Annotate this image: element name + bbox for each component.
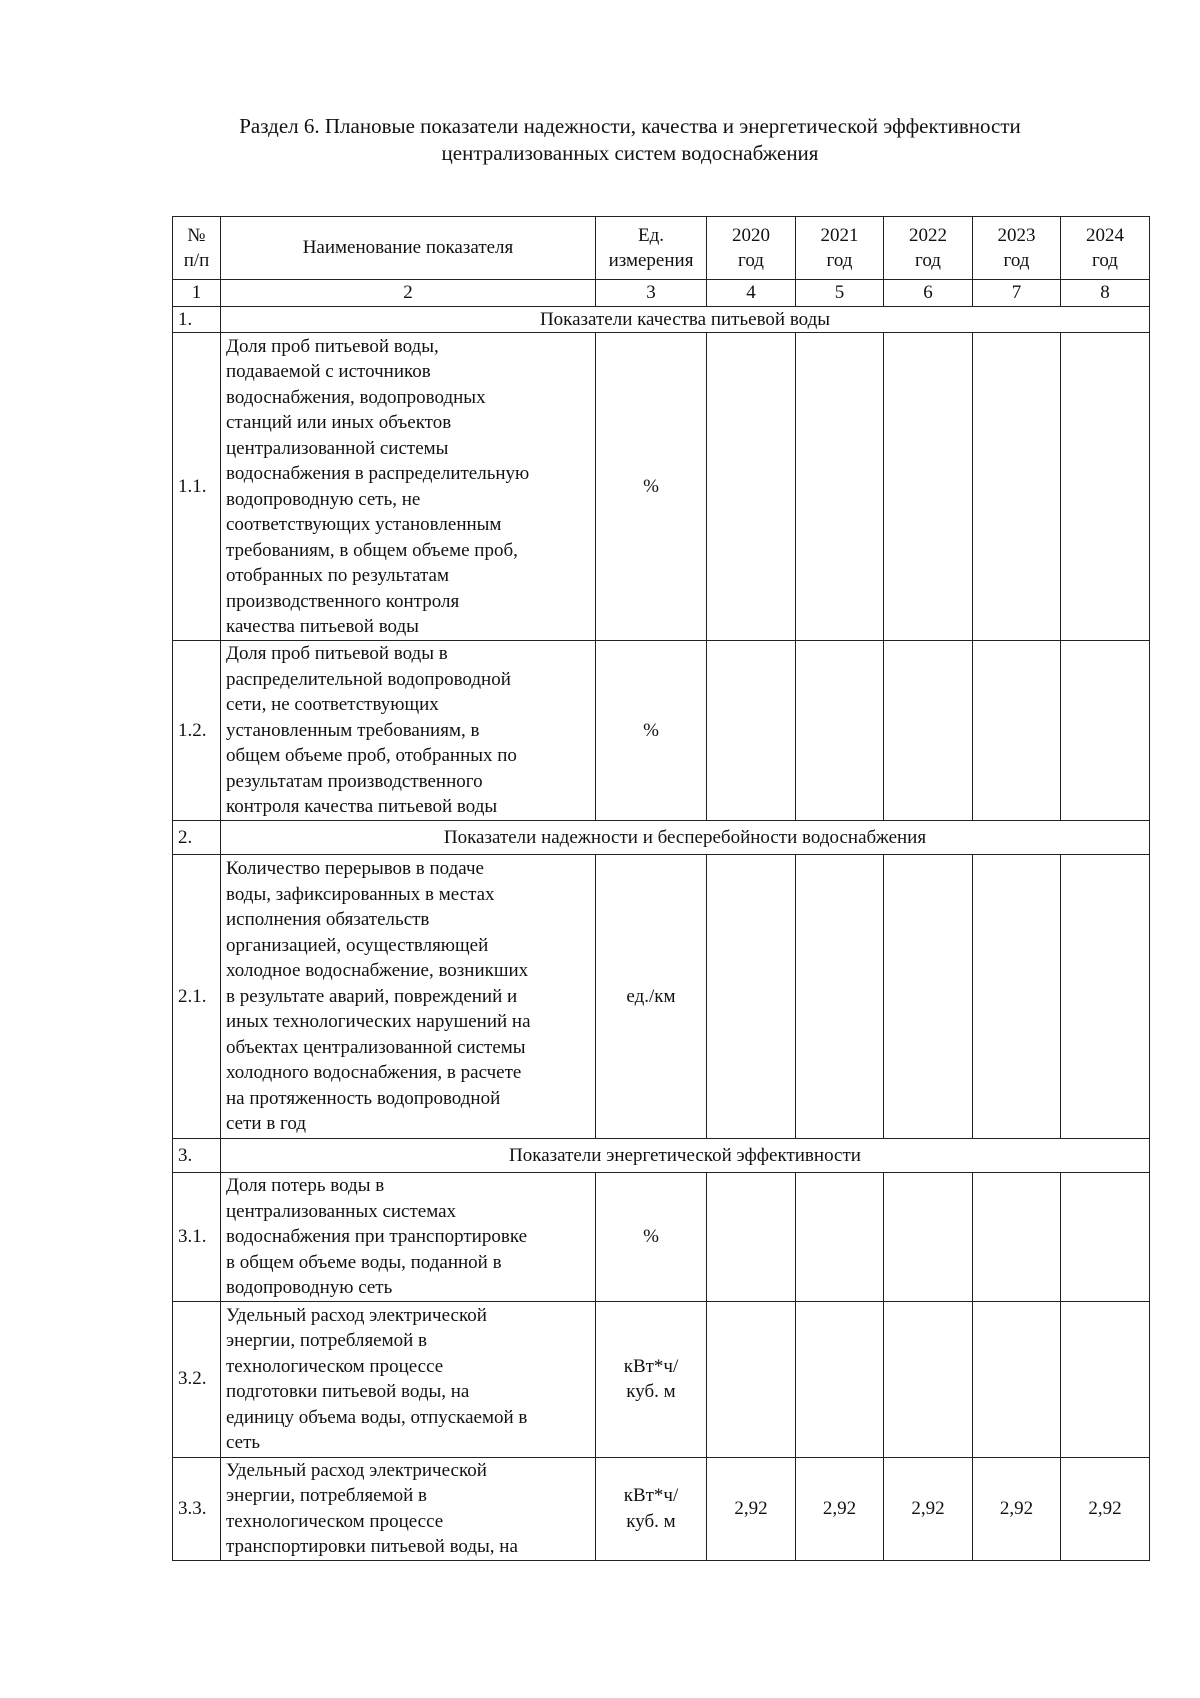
indicator-name-line: установленным требованиям, в	[226, 719, 480, 741]
indicator-name-line: подготовки питьевой воды, на	[226, 1381, 470, 1402]
header-num-line-1: №	[187, 224, 206, 246]
indicator-value	[973, 641, 1061, 821]
indicator-name-line: объектах централизованной системы	[226, 1036, 526, 1058]
indicator-unit-line: куб. м	[626, 1510, 676, 1532]
indicator-name-line: сеть	[226, 1432, 261, 1453]
indicator-value	[707, 333, 796, 641]
indicator-unit	[596, 641, 707, 821]
indicator-unit-line: %	[643, 475, 659, 497]
indicator-value	[973, 333, 1061, 641]
indicator-value	[707, 1301, 796, 1457]
header-year-value: 2024	[1086, 224, 1124, 246]
page-title-line-2: централизованных систем водоснабжения	[441, 141, 819, 165]
indicator-value	[1061, 1301, 1150, 1457]
indicator-name-line: отобранных по результатам	[226, 565, 449, 586]
indicator-unit	[596, 1173, 707, 1302]
header-num-line-2: п/п	[183, 250, 210, 271]
indicator-name-line: результатам производственного	[226, 770, 483, 792]
column-number: 7	[973, 280, 1061, 307]
indicator-number: 3.1.	[173, 1173, 221, 1302]
indicator-name-line: Доля потерь воды в	[226, 1175, 385, 1196]
header-year-suffix: год	[915, 250, 941, 271]
indicator-name	[221, 333, 596, 641]
indicator-value	[884, 855, 973, 1139]
table-body	[173, 217, 1150, 1561]
indicator-name-line: водоснабжения в распределительную	[226, 463, 530, 484]
indicator-name-line: соответствующих установленным	[226, 514, 502, 535]
header-name: Наименование показателя	[221, 217, 596, 280]
indicator-name-line: водопроводную сеть	[226, 1277, 393, 1298]
header-unit-line-2: измерения	[608, 250, 694, 271]
section-row	[173, 821, 1150, 855]
header-num	[173, 217, 221, 280]
column-number: 8	[1061, 280, 1150, 307]
indicator-value	[973, 855, 1061, 1139]
indicator-value: 2,92	[884, 1457, 973, 1560]
indicator-value	[796, 333, 884, 641]
indicator-name-line: производственного контроля	[226, 590, 460, 612]
indicator-number: 1.2.	[173, 641, 221, 821]
indicator-name-line: общем объеме проб, отобранных по	[226, 745, 517, 767]
indicator-name-line: распределительной водопроводной	[226, 668, 511, 690]
indicator-name-line: Удельный расход электрической	[226, 1304, 487, 1326]
indicators-table	[172, 216, 1150, 1561]
indicator-value	[707, 1173, 796, 1302]
indicator-name-line: исполнения обязательств	[226, 909, 430, 931]
indicator-value: 2,92	[707, 1457, 796, 1560]
indicator-name-line: водопроводную сеть, не	[226, 488, 421, 510]
header-year-2022	[884, 217, 973, 280]
indicator-name-line: на протяженность водопроводной	[226, 1087, 501, 1109]
section-title: Показатели качества питьевой воды	[221, 306, 1150, 333]
header-year-2021	[796, 217, 884, 280]
header-row	[173, 217, 1150, 280]
page-title	[150, 113, 1110, 167]
section-row	[173, 306, 1150, 333]
column-number: 2	[221, 280, 596, 307]
header-year-value: 2021	[820, 224, 859, 246]
indicator-number: 2.1.	[173, 855, 221, 1139]
page-title-line-1: Раздел 6. Плановые показатели надежности, качества и энергетической эффективности	[239, 114, 1021, 138]
indicator-name-line: в общем объеме воды, поданной в	[226, 1251, 502, 1273]
indicator-row	[173, 855, 1150, 1139]
indicator-row	[173, 641, 1150, 821]
section-row	[173, 1139, 1150, 1173]
indicator-value	[796, 641, 884, 821]
indicator-name-line: энергии, потребляемой в	[226, 1485, 428, 1506]
indicator-name-line: контроля качества питьевой воды	[226, 796, 498, 818]
column-number-row	[173, 280, 1150, 307]
indicator-number: 3.3.	[173, 1457, 221, 1560]
indicator-name-line: энергии, потребляемой в	[226, 1330, 428, 1351]
section-number: 3.	[173, 1139, 221, 1173]
indicator-name-line: единицу объема воды, отпускаемой в	[226, 1406, 528, 1428]
header-year-value: 2023	[997, 224, 1036, 246]
indicator-name-line: холодное водоснабжение, возникших	[226, 960, 529, 982]
column-number: 1	[173, 280, 221, 307]
indicator-row	[173, 1173, 1150, 1302]
section-number: 2.	[173, 821, 221, 855]
indicator-value: 2,92	[973, 1457, 1061, 1560]
section-title: Показатели надежности и бесперебойности водоснабжения	[221, 821, 1150, 855]
section-number: 1.	[173, 306, 221, 333]
indicator-value	[707, 855, 796, 1139]
indicator-name-line: Количество перерывов в подаче	[226, 858, 484, 880]
indicator-name-line: централизованной системы	[226, 437, 449, 459]
indicator-name	[221, 1457, 596, 1560]
indicator-row	[173, 333, 1150, 641]
indicator-value	[707, 641, 796, 821]
header-year-value: 2020	[732, 224, 770, 246]
indicator-unit	[596, 333, 707, 641]
indicator-unit-line: кВт*ч/	[623, 1355, 679, 1377]
header-year-2023	[973, 217, 1061, 280]
indicator-name-line: транспортировки питьевой воды, на	[226, 1536, 518, 1557]
indicator-number: 1.1.	[173, 333, 221, 641]
indicator-name-line: сети в год	[226, 1113, 306, 1135]
indicator-name-line: станций или иных объектов	[226, 412, 452, 433]
header-year-suffix: год	[826, 250, 853, 271]
indicator-value: 2,92	[1061, 1457, 1150, 1560]
indicator-name-line: водоснабжения, водопроводных	[226, 386, 486, 408]
indicator-name-line: Доля проб питьевой воды,	[226, 335, 439, 357]
indicator-name-line: сети, не соответствующих	[226, 694, 439, 716]
indicator-row	[173, 1457, 1150, 1560]
header-year-suffix: год	[1092, 250, 1118, 271]
indicator-name-line: Доля проб питьевой воды в	[226, 643, 448, 665]
indicator-unit-line: кВт*ч/	[623, 1485, 679, 1506]
indicator-name-line: воды, зафиксированных в местах	[226, 883, 495, 905]
indicator-name-line: качества питьевой воды	[226, 616, 419, 637]
indicator-name-line: в результате аварий, повреждений и	[226, 985, 518, 1007]
indicator-name	[221, 855, 596, 1139]
column-number: 4	[707, 280, 796, 307]
indicator-value	[884, 1173, 973, 1302]
column-number: 5	[796, 280, 884, 307]
indicator-unit-line: ед./км	[626, 985, 676, 1007]
indicator-name-line: холодного водоснабжения, в расчете	[226, 1062, 522, 1084]
indicator-name-line: требованиям, в общем объеме проб,	[226, 539, 518, 561]
indicator-value	[1061, 855, 1150, 1139]
indicator-name	[221, 1173, 596, 1302]
column-number: 3	[596, 280, 707, 307]
indicator-unit-line: куб. м	[626, 1381, 676, 1402]
indicator-name-line: подаваемой с источников	[226, 361, 431, 382]
indicator-value: 2,92	[796, 1457, 884, 1560]
indicator-name	[221, 1301, 596, 1457]
header-year-suffix: год	[738, 250, 764, 271]
indicator-value	[1061, 333, 1150, 641]
indicator-value	[884, 333, 973, 641]
indicator-name-line: централизованных системах	[226, 1200, 457, 1222]
indicator-value	[796, 855, 884, 1139]
indicator-name-line: организацией, осуществляющей	[226, 934, 489, 956]
header-year-2020	[707, 217, 796, 280]
indicator-value	[884, 1301, 973, 1457]
indicator-unit	[596, 1301, 707, 1457]
indicator-value	[1061, 1173, 1150, 1302]
header-year-suffix: год	[1003, 250, 1030, 271]
indicator-name-line: технологическом процессе	[226, 1510, 444, 1532]
indicator-value	[796, 1301, 884, 1457]
header-year-2024	[1061, 217, 1150, 280]
indicator-name-line: водоснабжения при транспортировке	[226, 1226, 528, 1247]
indicator-row	[173, 1301, 1150, 1457]
header-unit-line-1: Ед.	[637, 224, 665, 246]
indicator-unit	[596, 855, 707, 1139]
indicator-name-line: технологическом процессе	[226, 1355, 444, 1377]
indicator-value	[796, 1173, 884, 1302]
indicator-name	[221, 641, 596, 821]
indicator-name-line: Удельный расход электрической	[226, 1459, 487, 1481]
indicator-number: 3.2.	[173, 1301, 221, 1457]
indicator-value	[884, 641, 973, 821]
header-year-value: 2022	[909, 224, 947, 246]
section-title: Показатели энергетической эффективности	[221, 1139, 1150, 1173]
indicator-value	[973, 1301, 1061, 1457]
indicator-unit	[596, 1457, 707, 1560]
indicator-unit-line: %	[643, 1226, 659, 1247]
indicator-name-line: иных технологических нарушений на	[226, 1011, 531, 1033]
indicator-value	[1061, 641, 1150, 821]
indicator-value	[973, 1173, 1061, 1302]
column-number: 6	[884, 280, 973, 307]
indicator-unit-line: %	[643, 719, 659, 741]
header-unit	[596, 217, 707, 280]
